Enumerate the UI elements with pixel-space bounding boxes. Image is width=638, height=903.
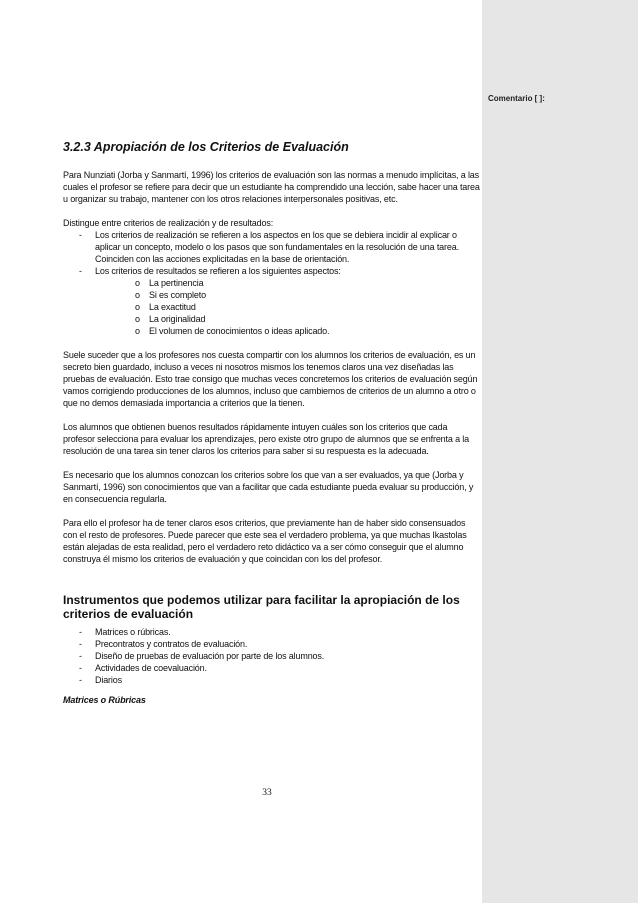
comment-margin bbox=[482, 0, 638, 903]
subsection-heading: Matrices o Rúbricas bbox=[63, 695, 146, 705]
intro-paragraph: Para Nunziati (Jorba y Sanmartí, 1996) los criterios de evaluación son las normas a menudo implícitas, a las cuales el profesor se refiere para decir que un estudiante ha comprendido una lección, sabe hacer una tarea u organizar su trabajo, mantener con los otros relaciones interpersonales positivas, etc. bbox=[63, 170, 480, 204]
list-item: o El volumen de conocimientos o ideas aplicado. bbox=[95, 325, 481, 337]
list-item: o La originalidad bbox=[95, 313, 481, 325]
instruments-heading: Instrumentos que podemos utilizar para facilitar la apropiación de los criterios de evaluación bbox=[63, 593, 460, 621]
result-aspects-list bbox=[95, 277, 481, 337]
page-content bbox=[63, 140, 481, 706]
body-paragraph: Suele suceder que a los profesores nos cuesta compartir con los alumnos los criterios de evaluación, es un secreto bien guardado, incluso a veces ni nosotros mismos los tenemos claros una vez diseñadas las pruebas de evaluación. Esto trae consigo que muchas veces concretemos los criterios de evaluación según vamos corrigiendo producciones de los alumnos, incluso que cambiemos de criterios de un alumno a otro o que no demos demasiada importancia a criterios que la tienen. bbox=[63, 350, 478, 408]
list-item: o La exactitud bbox=[95, 301, 481, 313]
list-item bbox=[63, 265, 481, 337]
list-item: - Matrices o rúbricas. bbox=[63, 626, 481, 638]
body-paragraph: Los alumnos que obtienen buenos resultados rápidamente intuyen cuáles son los criterios que cada profesor selecciona para evaluar los aprendizajes, pero existe otro grupo de alumnos que se enfrenta a la resolución de una tarea sin tener claros los criterios para saber si su respuesta es la adecuada. bbox=[63, 422, 470, 456]
list-item: - Diarios bbox=[63, 674, 481, 686]
list-item: - Diseño de pruebas de evaluación por parte de los alumnos. bbox=[63, 650, 481, 662]
comment-label: Comentario [ ]: bbox=[488, 94, 545, 103]
distinguish-lead: Distingue entre criterios de realización y de resultados: bbox=[63, 218, 274, 228]
instruments-list bbox=[63, 626, 481, 686]
list-item: - Precontratos y contratos de evaluación. bbox=[63, 638, 481, 650]
list-item: o La pertinencia bbox=[95, 277, 481, 289]
page-number: 33 bbox=[262, 788, 272, 798]
criteria-list bbox=[63, 229, 481, 337]
list-item: o Si es completo bbox=[95, 289, 481, 301]
body-paragraph: Es necesario que los alumnos conozcan los criterios sobre los que van a ser evaluados, ya que (Jorba y Sanmartí, 1996) son conocimientos que van a facilitar que cada estudiante pueda evaluar su producción, y en consecuencia regularla. bbox=[63, 470, 474, 504]
list-item: - Actividades de coevaluación. bbox=[63, 662, 481, 674]
section-title: 3.2.3 Apropiación de los Criterios de Evaluación bbox=[63, 140, 349, 154]
body-paragraph: Para ello el profesor ha de tener claros esos criterios, que previamente han de haber sido consensuados con el resto de profesores. Puede parecer que este sea el verdadero problema, ya que muchas Ikastolas están alejadas de esta realidad, pero el verdadero reto didáctico va a ser cómo conseguir que el alumno construya él mismo los criterios de evaluación y que coincidan con los del profesor. bbox=[63, 518, 467, 564]
list-item-text: Los criterios de resultados se refieren a los siguientes aspectos: bbox=[95, 266, 341, 276]
list-item: - Los criterios de realización se refieren a los aspectos en los que se debiera incidir al explicar o aplicar un concepto, modelo o los pasos que son fundamentales en la resolución de una tarea. Coinciden con las acciones explicitadas en la base de orientación. bbox=[63, 229, 481, 265]
